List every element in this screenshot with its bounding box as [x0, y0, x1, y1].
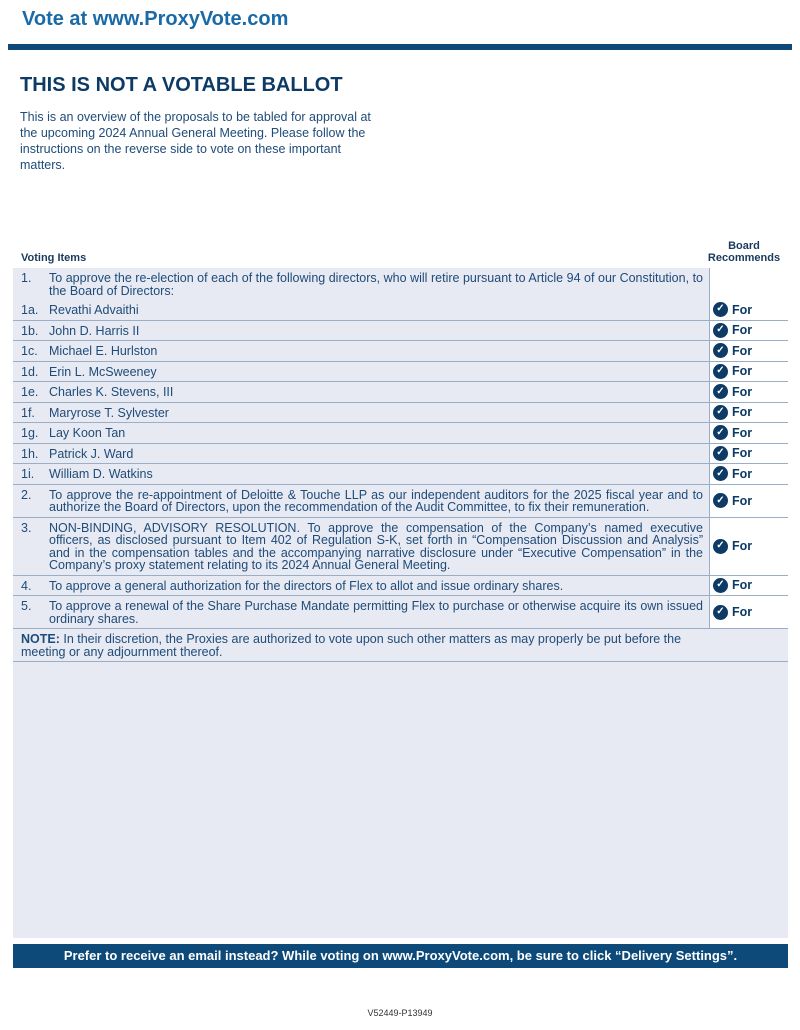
item-text: To approve a renewal of the Share Purchase Mandate permitting Flex to purchase or otherwise acquire its own issued ordinary shares.: [49, 599, 703, 626]
recommendation-label: For: [732, 364, 753, 379]
voting-item-row: [13, 300, 788, 321]
item-text: To approve a general authorization for the directors of Flex to allot and issue ordinary shares.: [49, 578, 564, 593]
check-circle-icon: ✓: [713, 466, 728, 481]
board-recommendation-cell: [709, 300, 788, 320]
recommendation-label: For: [732, 425, 753, 440]
item-number: 1c.: [21, 344, 38, 358]
item-text: William D. Watkins: [49, 467, 153, 481]
voting-item-row: [13, 444, 788, 465]
check-circle-icon: ✓: [713, 302, 728, 317]
voting-item-row: [13, 464, 788, 485]
item-text: NON-BINDING, ADVISORY RESOLUTION. To approve the compensation of the Company’s named executive officers, as disclosed pursuant to Item 402 of Regulation S-K, set forth in “Compensation Discussion and Analysis” and in the compensation tables and the accompanying narrative disclosure under “Executive Compensation” in the Company’s proxy statement relating to its 2024 Annual General Meeting.: [49, 520, 703, 572]
voting-item-row: [13, 596, 788, 629]
board-recommendation-cell: [709, 321, 788, 341]
intro-paragraph: This is an overview of the proposals to be tabled for approval at the upcoming 2024 Annual General Meeting. Please follow the instructions on the reverse side to vote on these important matters.: [20, 110, 371, 172]
check-circle-icon: ✓: [713, 323, 728, 338]
check-circle-icon: ✓: [713, 493, 728, 508]
board-recommendation-cell: [709, 596, 788, 628]
voting-item-cell: [13, 403, 709, 423]
item-number: 1g.: [21, 426, 39, 440]
header-title: Vote at www.ProxyVote.com: [22, 8, 289, 30]
board-recommendation-cell: [709, 444, 788, 464]
table-header: [13, 238, 788, 268]
voting-item-row: [13, 485, 788, 518]
item-number: 1.: [21, 271, 32, 285]
ballot-title: THIS IS NOT A VOTABLE BALLOT: [20, 74, 343, 96]
note-row: [13, 629, 788, 662]
footer-banner: Prefer to receive an email instead? While voting on www.ProxyVote.com, be sure to click “Delivery Settings”.: [13, 944, 788, 968]
voting-item-cell: [13, 444, 709, 464]
voting-item-cell: [13, 596, 709, 628]
voting-item-cell: [13, 576, 709, 596]
voting-item-row: [13, 321, 788, 342]
recommendation-label: For: [732, 384, 753, 399]
item-number: 1f.: [21, 405, 35, 420]
voting-item-cell: [13, 268, 709, 300]
board-recommendation-cell: [709, 403, 788, 423]
check-circle-icon: ✓: [713, 364, 728, 379]
board-recommendation-cell: [709, 341, 788, 361]
voting-item-row: [13, 518, 788, 576]
item-text: Revathi Advaithi: [49, 303, 139, 317]
board-recommendation-cell: [709, 382, 788, 402]
voting-item-row: [13, 382, 788, 403]
voting-item-row: [13, 341, 788, 362]
recommendation-label: For: [732, 446, 753, 461]
item-text: Maryrose T. Sylvester: [49, 405, 169, 420]
recommendation-label: For: [732, 405, 753, 420]
item-text: Charles K. Stevens, III: [49, 385, 174, 399]
recommendation-label: For: [732, 343, 753, 358]
item-text: John D. Harris II: [49, 323, 140, 338]
recommendation-label: For: [732, 578, 753, 593]
voting-item-cell: [13, 485, 709, 517]
check-circle-icon: ✓: [713, 425, 728, 440]
voting-item-row: [13, 268, 788, 300]
board-recommendation-cell: [709, 423, 788, 443]
item-text: To approve the re-election of each of the following directors, who will retire pursuant to Article 94 of our Constitution, to the Board of Directors:: [49, 271, 703, 298]
item-number: 5.: [21, 599, 32, 613]
recommendation-label: For: [732, 323, 753, 338]
board-recommendation-cell: [709, 268, 788, 300]
check-circle-icon: ✓: [713, 605, 728, 620]
recommendation-label: For: [732, 605, 753, 619]
item-number: 1a.: [21, 303, 39, 317]
voting-items-table: [13, 268, 788, 938]
voting-item-row: [13, 423, 788, 444]
voting-item-cell: [13, 464, 709, 484]
voting-item-row: [13, 362, 788, 383]
voting-item-cell: [13, 321, 709, 341]
voting-item-cell: [13, 518, 709, 575]
check-circle-icon: ✓: [713, 405, 728, 420]
board-label: Board: [728, 240, 760, 252]
item-number: 4.: [21, 578, 32, 593]
voting-item-row: [13, 576, 788, 597]
recommendation-label: For: [732, 493, 753, 508]
item-number: 1d.: [21, 364, 39, 379]
item-number: 1b.: [21, 323, 39, 338]
recommendation-label: For: [732, 466, 753, 481]
voting-item-cell: [13, 382, 709, 402]
header-divider: [8, 44, 792, 50]
check-circle-icon: ✓: [713, 578, 728, 593]
item-text: Erin L. McSweeney: [49, 364, 157, 379]
board-recommendation-cell: [709, 485, 788, 517]
item-number: 1h.: [21, 446, 39, 461]
board-recommendation-cell: [709, 464, 788, 484]
recommendation-label: For: [732, 539, 753, 553]
note-text: In their discretion, the Proxies are authorized to vote upon such other matters as may properly be put before the meeting or any adjournment thereof.: [21, 632, 682, 659]
item-number: 1e.: [21, 385, 39, 399]
item-text: Michael E. Hurlston: [49, 344, 158, 358]
voting-items-rows: [13, 268, 788, 662]
check-circle-icon: ✓: [713, 446, 728, 461]
item-text: Lay Koon Tan: [49, 426, 126, 440]
item-text: Patrick J. Ward: [49, 446, 134, 461]
check-circle-icon: ✓: [713, 343, 728, 358]
board-recommendation-cell: [709, 362, 788, 382]
board-recommendation-cell: [709, 576, 788, 596]
voting-item-cell: [13, 300, 709, 320]
column-header-voting-items: Voting Items: [21, 252, 87, 264]
column-header-board-recommends: [704, 240, 784, 264]
board-recommendation-cell: [709, 518, 788, 575]
voting-item-cell: [13, 423, 709, 443]
check-circle-icon: ✓: [713, 539, 728, 554]
note-label: NOTE:: [21, 632, 60, 646]
item-number: 2.: [21, 487, 32, 502]
item-number: 3.: [21, 520, 32, 535]
item-number: 1i.: [21, 467, 35, 481]
voting-item-cell: [13, 341, 709, 361]
recommendation-label: For: [732, 302, 753, 317]
item-text: To approve the re-appointment of Deloitte & Touche LLP as our independent auditors for the 2025 fiscal year and to authorize the Board of Directors, upon the recommendation of the Audit Committee, to fix their remuneration.: [49, 487, 703, 514]
voting-item-row: [13, 403, 788, 424]
note-cell: [13, 629, 709, 661]
voting-item-cell: [13, 362, 709, 382]
document-code: V52449-P13949: [367, 1008, 433, 1018]
recommends-label: Recommends: [707, 252, 781, 264]
check-circle-icon: ✓: [713, 384, 728, 399]
